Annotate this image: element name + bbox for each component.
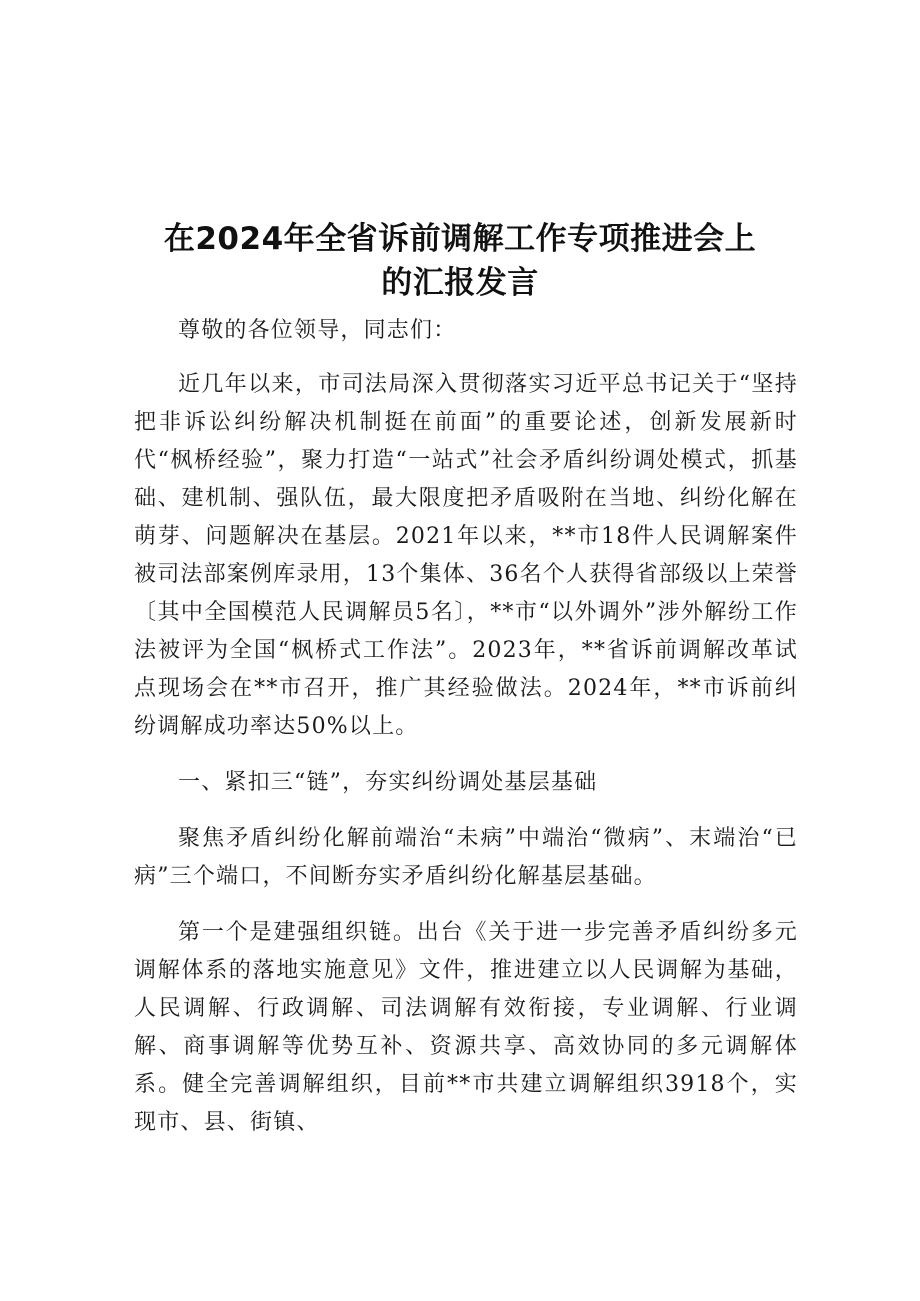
paragraph-section-intro: 聚焦矛盾纠纷化解前端治“未病”中端治“微病”、末端治“已病”三个端口，不间断夯实矛盾纠纷化解基层基础。 <box>134 826 798 889</box>
paragraph-organization-chain: 第一个是建强组织链。出台《关于进一步完善矛盾纠纷多元调解体系的落地实施意见》文件，推进建立以人民调解为基础，人民调解、行政调解、司法调解有效衔接，专业调解、行业调解、商事调解等优势互补、资源共享、高效协同的多元调解体系。健全完善调解组织，目前**市共建立调解组织3918个，实现市、县、街镇、 <box>134 920 798 1135</box>
document-body <box>134 312 798 1142</box>
section-heading: 一、紧扣三“链”，夯实纠纷调处基层基础 <box>178 770 598 795</box>
document-title: 在2024年全省诉前调解工作专项推进会上的汇报发言 <box>163 221 757 301</box>
salutation: 尊敬的各位领导，同志们： <box>178 318 457 343</box>
paragraph-intro: 近几年以来，市司法局深入贯彻落实习近平总书记关于“坚持把非诉讼纠纷解决机制挺在前面”的重要论述，创新发展新时代“枫桥经验”，聚力打造“一站式”社会矛盾纠纷调处模式，抓基础、建机制、强队伍，最大限度把矛盾吸附在当地、纠纷化解在萌芽、问题解决在基层。2021年以来，**市18件人民调解案件被司法部案例库录用，13个集体、36名个人获得省部级以上荣誉〔其中全国模范人民调解员5名〕，**市“以外调外”涉外解纷工作法被评为全国“枫桥式工作法”。2023年，**省诉前调解改革试点现场会在**市召开，推广其经验做法。2024年，**市诉前纠纷调解成功率达50%以上。 <box>134 372 798 739</box>
